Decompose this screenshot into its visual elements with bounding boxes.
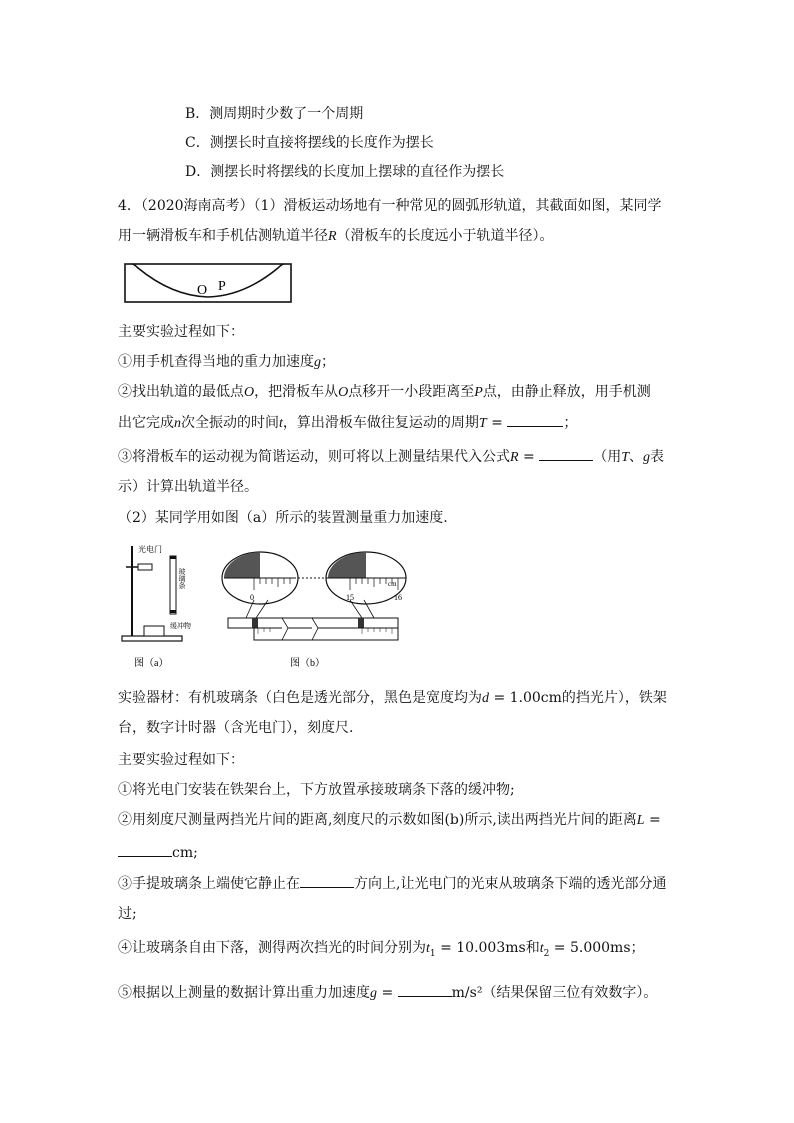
answer-blank-period[interactable] <box>507 412 563 427</box>
text: ； <box>563 415 578 431</box>
q4-source: （2020海南高考） <box>140 198 254 214</box>
text: 方向上,让光电门的光束从玻璃条下端的透光部分通 <box>354 876 667 892</box>
tick-15: 15 <box>346 593 354 602</box>
shade-1 <box>252 618 258 628</box>
var-g: g <box>643 450 650 465</box>
answer-blank-distance[interactable] <box>118 842 172 857</box>
equipment-line2: 台，数字计时器（含光电门），刻度尺. <box>118 720 354 736</box>
text: = <box>644 812 661 828</box>
var-t: t <box>279 416 283 431</box>
step-1 <box>118 352 335 373</box>
value-t2: = 5.000ms <box>549 940 631 956</box>
unit-ms2: m/s² <box>451 985 483 1001</box>
text: ①用手机查得当地的重力加速度 <box>118 354 314 370</box>
unit-cm: cm <box>388 580 397 588</box>
var-p: P <box>474 385 483 400</box>
var-o: O <box>338 385 349 400</box>
text: ⑤根据以上测量的数据计算出重力加速度 <box>118 985 370 1001</box>
q4-intro-line2 <box>118 226 554 247</box>
part2-step-2-line2 <box>118 842 198 863</box>
equipment-line1 <box>118 688 667 709</box>
tick-16: 16 <box>394 593 402 602</box>
caption-a: 图（a） <box>134 658 169 669</box>
track-figure <box>124 260 292 304</box>
glass-strip <box>170 556 176 614</box>
main-process-heading: 主要实验过程如下： <box>118 324 244 340</box>
shade-top <box>170 556 176 559</box>
sub-2: 2 <box>543 948 550 959</box>
q4-header <box>118 196 661 216</box>
part2-step-4 <box>118 938 645 964</box>
answer-blank-direction[interactable] <box>300 873 354 888</box>
step-3-line1 <box>118 446 664 468</box>
text: 次全振动的时间 <box>181 415 279 431</box>
text: ； <box>630 940 645 956</box>
step-3-line2: 示）计算出轨道半径。 <box>118 479 258 495</box>
tick-0: 0 <box>250 593 254 602</box>
var-n: n <box>174 416 181 431</box>
answer-blank-radius[interactable] <box>539 446 593 461</box>
shade-2 <box>358 618 364 628</box>
label-p: P <box>218 279 226 294</box>
label-glass: 玻璃条 <box>178 568 186 589</box>
text: 出它完成 <box>118 415 174 431</box>
caption-b: 图（b） <box>290 658 325 669</box>
var-r: R <box>328 229 337 244</box>
part2-step-3-line1 <box>118 873 666 894</box>
text: 点移开一小段距离至 <box>348 384 475 400</box>
text: 表 <box>650 449 664 465</box>
option-b: B．测周期时少数了一个周期 <box>185 106 364 122</box>
var-T: T <box>621 450 629 465</box>
text: = <box>518 449 540 465</box>
text: = <box>377 985 398 1001</box>
value-t1: = 10.003ms <box>435 940 526 956</box>
track-arc <box>132 264 284 297</box>
text: 、 <box>629 449 643 465</box>
figure-a <box>122 544 191 669</box>
part2-step-2-line1 <box>118 810 661 831</box>
value-d: = 1.00cm <box>489 690 562 706</box>
buffer <box>144 626 164 636</box>
var-r: R <box>510 450 519 465</box>
text: ②找出轨道的最低点 <box>118 384 244 400</box>
var-T: T <box>478 416 487 431</box>
part2-step-5 <box>118 982 657 1004</box>
photogate <box>138 564 152 570</box>
figure-b <box>222 552 406 669</box>
magnifier-left-dark <box>224 552 260 578</box>
var-o: O <box>244 385 255 400</box>
part2-step-3-line2: 过; <box>118 906 137 922</box>
text: 实验器材：有机玻璃条（白色是透光部分，黑色是宽度均为 <box>118 690 482 706</box>
text: = <box>486 415 508 431</box>
text: 和 <box>525 940 540 956</box>
text: ，把滑板车从 <box>254 384 339 400</box>
text: （用 <box>593 449 622 465</box>
apparatus-figure <box>118 540 408 674</box>
part2-intro: （2）某同学用如图（a）所示的装置测量重力加速度. <box>118 510 448 526</box>
option-d: D．测摆长时将摆线的长度加上摆球的直径作为摆长 <box>185 164 505 180</box>
label-o: O <box>197 283 208 298</box>
text: ③手提玻璃条上端使它静止在 <box>118 876 300 892</box>
var-l: L <box>636 813 645 828</box>
text: ，算出滑板车做往复运动的周期 <box>282 415 479 431</box>
var-d: d <box>482 691 489 706</box>
text: （结果保留三位有效数字）。 <box>482 985 658 1001</box>
main-process-heading-2: 主要实验过程如下： <box>118 752 244 768</box>
text: （滑板车的长度远小于轨道半径）。 <box>336 228 554 244</box>
text: 点，由静止释放，用手机测 <box>482 384 651 400</box>
step-2-line1 <box>118 382 651 403</box>
step-2-line2 <box>118 412 577 434</box>
shade-bottom <box>170 610 176 613</box>
text: ②用刻度尺测量两挡光片间的距离,刻度尺的示数如图(b)所示,读出两挡光片间的距离 <box>118 812 637 828</box>
var-t1: t <box>426 941 430 956</box>
magnifier-right-dark <box>328 552 366 578</box>
label-buffer: 缓冲物 <box>170 622 191 630</box>
text: ③将滑板车的运动视为简谐运动，则可将以上测量结果代入公式 <box>118 449 510 465</box>
option-c: C．测摆长时直接将摆线的长度作为摆长 <box>185 135 434 151</box>
ruler-strip <box>254 628 398 640</box>
text: 用一辆滑板车和手机估测轨道半径 <box>118 228 328 244</box>
answer-blank-gravity[interactable] <box>398 982 452 997</box>
part2-step-1: ①将光电门安装在铁架台上，下方放置承接玻璃条下落的缓冲物; <box>118 782 515 798</box>
text: ④让玻璃条自由下落，测得两次挡光的时间分别为 <box>118 940 426 956</box>
text: ； <box>321 354 335 370</box>
q4-part1-intro: （1）滑板运动场地有一种常见的圆弧形轨道，其截面如图，某同学 <box>253 198 662 214</box>
text: 的挡光片），铁架 <box>561 690 667 706</box>
stand-base <box>122 636 182 641</box>
sub-1: 1 <box>429 948 436 959</box>
label-gate: 光电门 <box>138 545 162 554</box>
q4-number: 4． <box>118 198 141 214</box>
text: cm; <box>172 845 198 861</box>
var-t2: t <box>539 941 544 956</box>
var-g: g <box>370 986 377 1001</box>
var-g: g <box>314 355 321 370</box>
